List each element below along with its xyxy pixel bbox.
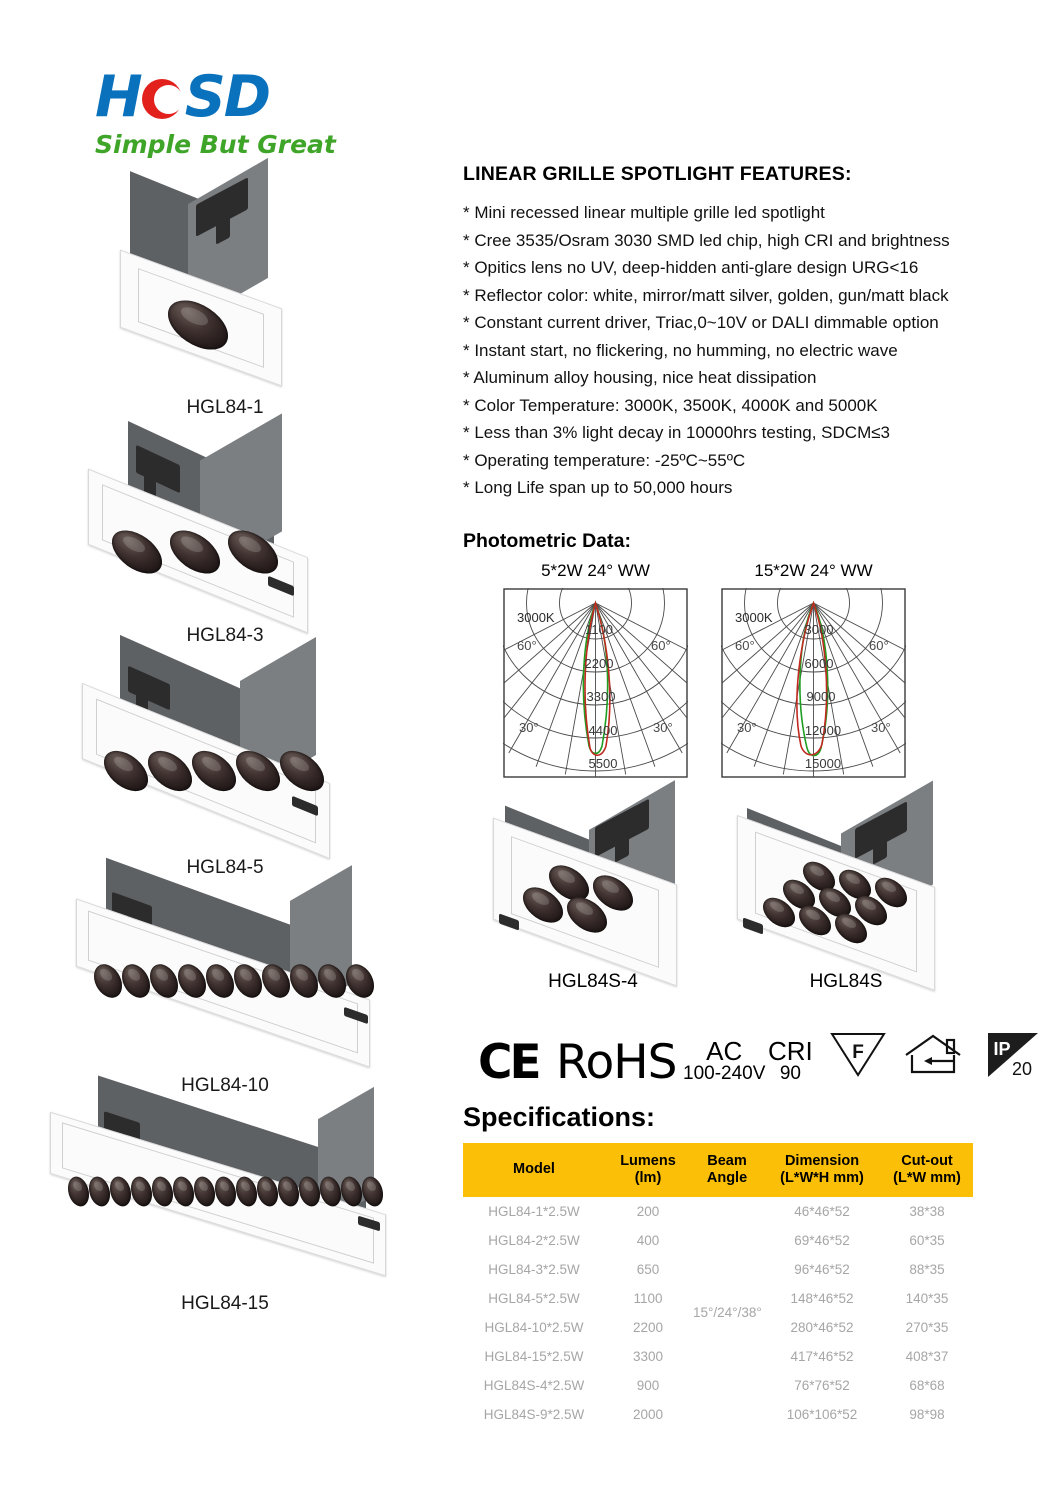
cell-model: HGL84-2*2.5W (488, 1232, 580, 1248)
feature-line: * Reflector color: white, mirror/matt silver, golden, gun/matt black (463, 285, 949, 305)
cell-lumens: 200 (636, 1203, 660, 1219)
cell-model: HGL84S-4*2.5W (483, 1377, 585, 1393)
product-render (0, 1115, 450, 1293)
product-item (0, 669, 450, 879)
polar-ring-label: 4400 (588, 722, 618, 738)
polar-angle-left-outer: 60° (517, 637, 537, 653)
indoor-use-icon (902, 1031, 964, 1080)
ip-rating-icon (986, 1031, 1040, 1084)
feature-line: * Long Life span up to 50,000 hours (463, 478, 733, 497)
polar-angle-right-inner: 30° (871, 719, 891, 735)
cell-dimension: 76*76*52 (794, 1377, 850, 1393)
product-item (731, 799, 961, 1009)
cell-lumens: 650 (636, 1261, 660, 1277)
polar-ring-label: 12000 (804, 722, 842, 738)
polar-chart-label: 15*2W 24° WW (754, 560, 873, 580)
cell-cutout: 68*68 (909, 1377, 945, 1393)
ip-rating-value: 20 (1011, 1058, 1033, 1079)
brand-letters-sd: SD (184, 64, 270, 130)
product-caption: HGL84-15 (181, 1293, 269, 1314)
polar-ring-label: 5500 (588, 755, 618, 771)
cell-model: HGL84S-9*2.5W (483, 1406, 585, 1422)
cell-model: HGL84-5*2.5W (488, 1290, 580, 1306)
cell-dimension: 69*46*52 (794, 1232, 850, 1248)
polar-chart-label: 5*2W 24° WW (541, 560, 650, 580)
cri-label: CRI (768, 1035, 813, 1066)
table-header-row (463, 1143, 973, 1197)
product-caption: HGL84-1 (186, 397, 264, 418)
brand-logo (95, 66, 395, 166)
product-caption: HGL84-10 (181, 1075, 269, 1096)
header-line2: Angle (706, 1169, 748, 1186)
specifications-heading: Specifications: (463, 1101, 656, 1132)
cell-cutout: 88*35 (909, 1261, 945, 1277)
cell-dimension: 417*46*52 (790, 1348, 854, 1364)
cell-cutout: 38*38 (909, 1203, 945, 1219)
feature-line: * Opitics lens no UV, deep-hidden anti-glare design URG<16 (463, 258, 919, 277)
ip-prefix-label: IP (993, 1038, 1011, 1059)
polar-cct-label: 3000K (517, 609, 555, 625)
product-render (0, 899, 450, 1075)
column-header-cutout (881, 1143, 973, 1197)
column-header-dimension (763, 1143, 881, 1197)
polar-angle-right-outer: 60° (651, 637, 671, 653)
polar-ring-label: 3300 (586, 688, 616, 704)
brand-letter-o-icon (141, 66, 185, 128)
polar-angle-left-outer: 60° (735, 637, 755, 653)
product-gallery-left (0, 175, 450, 1315)
polar-cct-label: 3000K (735, 609, 773, 625)
header-line1: Cut-out (901, 1152, 953, 1169)
product-gallery-right (463, 799, 1043, 1014)
product-item (0, 1115, 450, 1315)
product-caption: HGL84S (809, 970, 883, 992)
ac-range: 100-240V (683, 1063, 766, 1085)
cell-model: HGL84-10*2.5W (484, 1319, 584, 1335)
product-item (483, 799, 703, 1009)
header-line1: Lumens (620, 1152, 676, 1169)
product-caption: HGL84-3 (186, 625, 264, 646)
right-content-column (463, 163, 1043, 1429)
energy-class-letter: F (852, 1041, 864, 1063)
cell-cutout: 270*35 (905, 1319, 949, 1335)
feature-line: * Aluminum alloy housing, nice heat dissipation (463, 368, 817, 387)
polar-angle-left-inner: 30° (519, 719, 539, 735)
cell-dimension: 106*106*52 (786, 1406, 858, 1422)
cell-dimension: 280*46*52 (790, 1319, 854, 1335)
feature-line: * Instant start, no flickering, no humming, no electric wave (463, 340, 898, 360)
header-line1: Beam (707, 1152, 747, 1169)
cell-lumens: 400 (636, 1232, 660, 1248)
product-item (0, 175, 450, 419)
brand-wordmark (95, 66, 295, 128)
specifications-table (463, 1143, 973, 1429)
cell-dimension: 148*46*52 (790, 1290, 854, 1306)
energy-class-icon (830, 1031, 886, 1082)
polar-angle-right-outer: 60° (869, 637, 889, 653)
header-line2: (L*W*H mm) (780, 1169, 864, 1186)
product-render (0, 669, 450, 857)
polar-ring-label: 3000 (804, 621, 834, 637)
feature-line: * Constant current driver, Triac,0~10V or DALI dimmable option (463, 313, 939, 332)
polar-angle-right-inner: 30° (653, 719, 673, 735)
photometric-heading: Photometric Data: (463, 529, 631, 552)
column-header-beam-angle (691, 1143, 763, 1197)
cell-lumens: 900 (636, 1377, 660, 1393)
header-line2: (lm) (634, 1169, 662, 1186)
cri-mark (768, 1035, 813, 1085)
ac-voltage-mark (683, 1035, 766, 1085)
column-header-model (463, 1143, 605, 1197)
brand-letter-h: H (95, 64, 141, 130)
product-render (0, 175, 450, 397)
polar-ring-label: 6000 (804, 655, 834, 671)
polar-ring-label: 9000 (806, 688, 836, 704)
cell-cutout: 408*37 (905, 1348, 949, 1364)
cell-cutout: 60*35 (909, 1232, 945, 1248)
header-line1: Model (513, 1161, 555, 1177)
cell-cutout: 140*35 (905, 1290, 949, 1306)
polar-chart (721, 561, 906, 783)
header-line1: Dimension (784, 1152, 860, 1169)
cell-model: HGL84-1*2.5W (488, 1203, 580, 1219)
cell-cutout: 98*98 (909, 1406, 945, 1422)
feature-line: * Cree 3535/Osram 3030 SMD led chip, high CRI and brightness (463, 230, 950, 250)
feature-line: * Color Temperature: 3000K, 3500K, 4000K and 5000K (463, 395, 878, 415)
brand-o-white-disc (154, 85, 183, 114)
cell-model: HGL84-3*2.5W (488, 1261, 580, 1277)
table-row (463, 1197, 973, 1226)
product-render (483, 799, 703, 969)
photometric-chart-row (503, 561, 1043, 791)
product-render (731, 799, 961, 969)
feature-line: * Mini recessed linear multiple grille led spotlight (463, 203, 825, 222)
product-caption: HGL84-5 (186, 857, 264, 878)
polar-chart (503, 561, 688, 783)
cell-lumens: 1100 (633, 1290, 663, 1306)
column-header-lumens (605, 1143, 691, 1197)
house-arrow-svg (902, 1031, 964, 1075)
product-item (0, 441, 450, 647)
ac-label: AC (706, 1035, 743, 1066)
cell-lumens: 2200 (632, 1319, 664, 1335)
header-line2: (L*W mm) (893, 1169, 961, 1186)
cell-lumens: 3300 (632, 1348, 664, 1364)
polar-ring-label: 15000 (804, 755, 842, 771)
brand-tagline: Simple But Great (95, 130, 336, 159)
cell-model: HGL84-15*2.5W (484, 1348, 584, 1364)
polar-angle-left-inner: 30° (737, 719, 757, 735)
cell-dimension: 96*46*52 (794, 1261, 850, 1277)
product-item (0, 899, 450, 1097)
polar-ring-label: 2200 (584, 655, 614, 671)
cell-lumens: 2000 (632, 1406, 664, 1422)
cri-value: 90 (779, 1063, 801, 1085)
ip-badge-svg (986, 1031, 1040, 1079)
cell-dimension: 46*46*52 (794, 1203, 850, 1219)
polar-ring-label: 1100 (585, 621, 613, 637)
product-render (0, 441, 450, 625)
features-heading: LINEAR GRILLE SPOTLIGHT FEATURES: (463, 163, 852, 185)
product-caption: HGL84S-4 (548, 970, 638, 992)
certification-row (478, 1020, 1043, 1088)
polar-chart-svg (503, 588, 688, 778)
cell-beam-angle: 15°/24°/38° (693, 1304, 762, 1320)
feature-line: * Operating temperature: -25ºC~55ºC (463, 450, 746, 470)
rohs-mark-icon: RoHS (556, 1034, 677, 1090)
ce-mark-icon: CE (478, 1034, 539, 1090)
feature-line: * Less than 3% light decay in 10000hrs testing, SDCM≤3 (463, 423, 891, 442)
energy-triangle-svg (830, 1031, 886, 1077)
polar-chart-svg (721, 588, 906, 778)
